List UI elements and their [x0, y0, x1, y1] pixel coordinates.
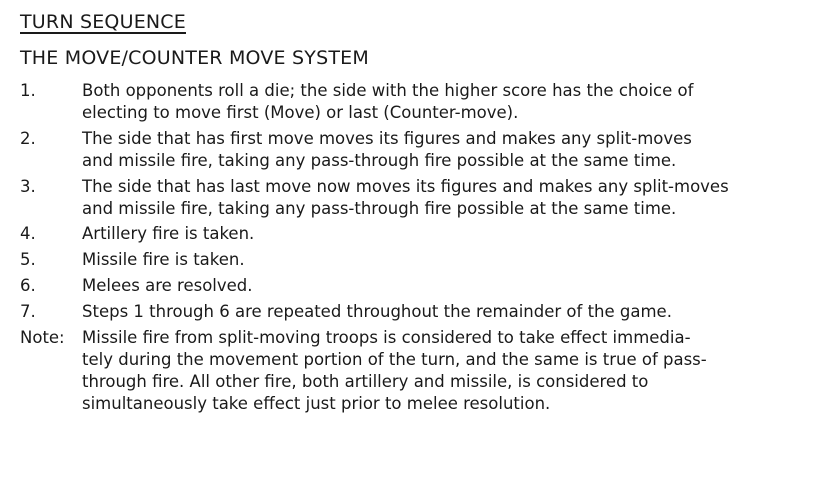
- list-item: [20, 176, 830, 220]
- note-block: [20, 327, 830, 415]
- step-text: Missile fire is taken.: [82, 250, 245, 270]
- step-text: Melees are resolved.: [82, 275, 253, 295]
- list-item: [20, 223, 830, 245]
- step-text: The side that has last move now moves its figures and makes any split-moves and missile fire, taking any pass-through fire possible at the same time.: [82, 176, 729, 218]
- section-heading: TURN SEQUENCE: [20, 11, 186, 33]
- list-item: [20, 301, 830, 323]
- step-number: 6.: [20, 275, 36, 295]
- list-item: [20, 249, 830, 271]
- step-text: The side that has first move moves its figures and makes any split-moves and missile fire, taking any pass-through fire possible at the same time.: [82, 128, 692, 170]
- step-text: Steps 1 through 6 are repeated throughout the remainder of the game.: [82, 301, 672, 321]
- step-text: Artillery fire is taken.: [82, 224, 255, 244]
- list-item: [20, 275, 830, 297]
- step-number: 1.: [20, 81, 36, 100]
- step-number: 7.: [20, 301, 36, 321]
- step-number: 5.: [20, 250, 36, 270]
- step-text: Both opponents roll a die; the side with the higher score has the choice of electing to move first (Move) or last (Counter-move).: [82, 81, 694, 122]
- list-item: [20, 128, 830, 172]
- list-item: [20, 80, 830, 124]
- section-subheading: THE MOVE/COUNTER MOVE SYSTEM: [20, 47, 369, 69]
- turn-sequence-steps: [20, 80, 830, 323]
- step-number: 3.: [20, 176, 36, 196]
- rules-page: [20, 10, 830, 415]
- note-label: Note:: [20, 327, 65, 347]
- note-text: Missile fire from split-moving troops is considered to take effect immedia- tely during the movement portion of the turn, and the same is true of pass- through fire. All other fire, both artillery and missile, is considered to simultaneously take effect just prior to melee resolution.: [82, 327, 707, 413]
- step-number: 4.: [20, 224, 36, 244]
- step-number: 2.: [20, 128, 36, 148]
